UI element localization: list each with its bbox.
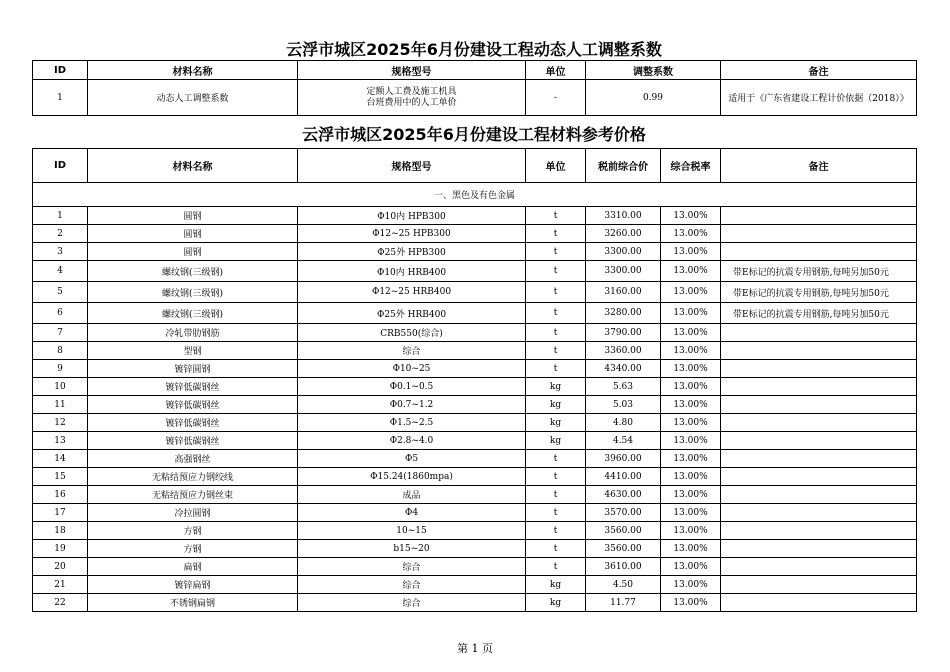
table-row (33, 207, 917, 225)
cell-spec: 综合 (298, 576, 526, 594)
cell-note (721, 324, 917, 342)
cell-unit: t (526, 324, 586, 342)
table-row (33, 225, 917, 243)
cell-tax: 13.00% (661, 303, 721, 324)
cell-spec: Φ10内 HRB400 (298, 261, 526, 282)
cell-price: 4.80 (586, 414, 661, 432)
table-row (33, 282, 917, 303)
cell-name: 冷轧带肋钢筋 (88, 324, 298, 342)
cell-unit: - (526, 80, 586, 116)
cell-name: 圆钢 (88, 207, 298, 225)
cell-unit: t (526, 342, 586, 360)
cell-id: 2 (33, 225, 88, 243)
cell-price: 4410.00 (586, 468, 661, 486)
cell-unit: kg (526, 396, 586, 414)
cell-id: 17 (33, 504, 88, 522)
labor-coefficient-table (32, 60, 917, 116)
page-number: 第 1 页 (457, 642, 493, 655)
cell-tax: 13.00% (661, 432, 721, 450)
cell-tax: 13.00% (661, 594, 721, 612)
cell-note (721, 432, 917, 450)
table-row (33, 243, 917, 261)
cell-price: 3300.00 (586, 261, 661, 282)
cell-note (721, 504, 917, 522)
cell-note (721, 243, 917, 261)
header-name: 材料名称 (88, 149, 298, 183)
cell-name: 动态人工调整系数 (88, 80, 298, 116)
table-row (33, 522, 917, 540)
header-spec: 规格型号 (298, 61, 526, 80)
cell-spec: 10~15 (298, 522, 526, 540)
cell-note (721, 558, 917, 576)
cell-name: 镀锌低碳钢丝 (88, 396, 298, 414)
cell-id: 6 (33, 303, 88, 324)
table-row (33, 558, 917, 576)
cell-tax: 13.00% (661, 261, 721, 282)
cell-note: 带E标记的抗震专用钢筋,每吨另加50元 (721, 261, 917, 282)
header-spec: 规格型号 (298, 149, 526, 183)
cell-unit: kg (526, 576, 586, 594)
table-row (33, 576, 917, 594)
cell-price: 3260.00 (586, 225, 661, 243)
table-row (33, 360, 917, 378)
cell-name: 镀锌低碳钢丝 (88, 414, 298, 432)
cell-name: 无粘结预应力钢丝束 (88, 486, 298, 504)
header-id: ID (33, 149, 88, 183)
cell-id: 15 (33, 468, 88, 486)
cell-price: 3300.00 (586, 243, 661, 261)
cell-id: 8 (33, 342, 88, 360)
header-unit: 单位 (526, 61, 586, 80)
cell-price: 3570.00 (586, 504, 661, 522)
table-row (33, 486, 917, 504)
cell-unit: t (526, 303, 586, 324)
cell-name: 方钢 (88, 540, 298, 558)
cell-tax: 13.00% (661, 558, 721, 576)
cell-spec: Φ4 (298, 504, 526, 522)
materials-price-table (32, 148, 917, 612)
cell-unit: kg (526, 432, 586, 450)
cell-price: 4.54 (586, 432, 661, 450)
cell-price: 3310.00 (586, 207, 661, 225)
cell-spec: 成品 (298, 486, 526, 504)
cell-spec: 综合 (298, 342, 526, 360)
cell-tax: 13.00% (661, 342, 721, 360)
cell-tax: 13.00% (661, 486, 721, 504)
cell-price: 5.03 (586, 396, 661, 414)
cell-note (721, 225, 917, 243)
cell-name: 镀锌圆钢 (88, 360, 298, 378)
table-row (33, 378, 917, 396)
cell-tax: 13.00% (661, 360, 721, 378)
header-name: 材料名称 (88, 61, 298, 80)
cell-id: 22 (33, 594, 88, 612)
cell-note (721, 360, 917, 378)
section-title: 一、黑色及有色金属 (33, 183, 917, 207)
cell-unit: kg (526, 378, 586, 396)
materials-table-title: 云浮市城区2025年6月份建设工程材料参考价格 (302, 125, 646, 144)
cell-unit: t (526, 504, 586, 522)
cell-unit: t (526, 360, 586, 378)
cell-price: 3610.00 (586, 558, 661, 576)
cell-unit: kg (526, 594, 586, 612)
cell-name: 不锈钢扁钢 (88, 594, 298, 612)
cell-unit: t (526, 558, 586, 576)
cell-unit: t (526, 243, 586, 261)
table-row (33, 396, 917, 414)
section-row (33, 183, 917, 207)
cell-name: 螺纹钢(三级钢) (88, 261, 298, 282)
cell-spec: Φ12~25 HPB300 (298, 225, 526, 243)
cell-price: 4340.00 (586, 360, 661, 378)
cell-tax: 13.00% (661, 504, 721, 522)
cell-unit: t (526, 225, 586, 243)
header-coef: 调整系数 (586, 61, 721, 80)
table-row (33, 261, 917, 282)
cell-unit: t (526, 486, 586, 504)
cell-price: 4630.00 (586, 486, 661, 504)
table-row (33, 414, 917, 432)
table-row (33, 450, 917, 468)
cell-note: 带E标记的抗震专用钢筋,每吨另加50元 (721, 303, 917, 324)
cell-tax: 13.00% (661, 243, 721, 261)
cell-id: 13 (33, 432, 88, 450)
header-price: 税前综合价 (586, 149, 661, 183)
cell-spec: 综合 (298, 558, 526, 576)
materials-header-row (33, 149, 917, 183)
cell-id: 9 (33, 360, 88, 378)
cell-spec: Φ25外 HRB400 (298, 303, 526, 324)
cell-name: 镀锌低碳钢丝 (88, 378, 298, 396)
cell-spec: Φ1.5~2.5 (298, 414, 526, 432)
cell-spec (298, 80, 526, 116)
cell-name: 无粘结预应力钢绞线 (88, 468, 298, 486)
cell-name: 高强钢丝 (88, 450, 298, 468)
cell-price: 3160.00 (586, 282, 661, 303)
cell-unit: kg (526, 414, 586, 432)
cell-note (721, 450, 917, 468)
cell-spec: Φ15.24(1860mpa) (298, 468, 526, 486)
cell-spec: Φ0.7~1.2 (298, 396, 526, 414)
cell-spec: CRB550(综合) (298, 324, 526, 342)
cell-tax: 13.00% (661, 522, 721, 540)
cell-spec: Φ10~25 (298, 360, 526, 378)
header-unit: 单位 (526, 149, 586, 183)
cell-spec: b15~20 (298, 540, 526, 558)
cell-price: 3360.00 (586, 342, 661, 360)
cell-coef: 0.99 (586, 80, 721, 116)
cell-tax: 13.00% (661, 450, 721, 468)
cell-price: 3560.00 (586, 540, 661, 558)
cell-tax: 13.00% (661, 468, 721, 486)
cell-id: 5 (33, 282, 88, 303)
cell-name: 螺纹钢(三级钢) (88, 282, 298, 303)
cell-tax: 13.00% (661, 225, 721, 243)
cell-note (721, 540, 917, 558)
cell-spec-line1: 定额人工费及施工机具 (366, 86, 457, 97)
cell-note (721, 207, 917, 225)
table-row (33, 540, 917, 558)
cell-id: 20 (33, 558, 88, 576)
cell-id: 3 (33, 243, 88, 261)
table-row (33, 303, 917, 324)
cell-id: 10 (33, 378, 88, 396)
cell-id: 7 (33, 324, 88, 342)
cell-note (721, 414, 917, 432)
cell-id: 12 (33, 414, 88, 432)
cell-id: 1 (33, 80, 88, 116)
cell-tax: 13.00% (661, 540, 721, 558)
cell-note (721, 576, 917, 594)
labor-table-title: 云浮市城区2025年6月份建设工程动态人工调整系数 (286, 40, 662, 59)
header-id: ID (33, 61, 88, 80)
cell-name: 镀锌扁钢 (88, 576, 298, 594)
labor-row (33, 80, 917, 116)
cell-tax: 13.00% (661, 207, 721, 225)
cell-tax: 13.00% (661, 576, 721, 594)
labor-header-row (33, 61, 917, 80)
cell-id: 14 (33, 450, 88, 468)
cell-name: 圆钢 (88, 225, 298, 243)
cell-tax: 13.00% (661, 396, 721, 414)
cell-unit: t (526, 207, 586, 225)
table-row (33, 432, 917, 450)
cell-spec: Φ25外 HPB300 (298, 243, 526, 261)
cell-name: 方钢 (88, 522, 298, 540)
cell-spec: Φ10内 HPB300 (298, 207, 526, 225)
header-note: 备注 (721, 61, 917, 80)
cell-spec: Φ5 (298, 450, 526, 468)
cell-tax: 13.00% (661, 378, 721, 396)
cell-id: 19 (33, 540, 88, 558)
cell-note: 适用于《广东省建设工程计价依据（2018）》 (721, 80, 917, 116)
cell-spec: 综合 (298, 594, 526, 612)
cell-tax: 13.00% (661, 324, 721, 342)
cell-unit: t (526, 522, 586, 540)
cell-id: 11 (33, 396, 88, 414)
table-row (33, 324, 917, 342)
cell-note (721, 396, 917, 414)
cell-name: 扁钢 (88, 558, 298, 576)
cell-name: 冷拉圆钢 (88, 504, 298, 522)
cell-name: 圆钢 (88, 243, 298, 261)
header-note: 备注 (721, 149, 917, 183)
cell-id: 1 (33, 207, 88, 225)
table-row (33, 504, 917, 522)
cell-note (721, 486, 917, 504)
cell-price: 3560.00 (586, 522, 661, 540)
cell-unit: t (526, 282, 586, 303)
table-row (33, 342, 917, 360)
cell-price: 11.77 (586, 594, 661, 612)
cell-name: 型钢 (88, 342, 298, 360)
cell-unit: t (526, 540, 586, 558)
cell-id: 21 (33, 576, 88, 594)
cell-unit: t (526, 468, 586, 486)
cell-spec-line2: 台班费用中的人工单价 (366, 97, 457, 108)
cell-id: 18 (33, 522, 88, 540)
cell-id: 16 (33, 486, 88, 504)
cell-spec: Φ0.1~0.5 (298, 378, 526, 396)
header-tax: 综合税率 (661, 149, 721, 183)
cell-id: 4 (33, 261, 88, 282)
table-row (33, 468, 917, 486)
cell-note (721, 468, 917, 486)
table-row (33, 594, 917, 612)
cell-price: 5.63 (586, 378, 661, 396)
cell-tax: 13.00% (661, 282, 721, 303)
cell-price: 4.50 (586, 576, 661, 594)
cell-unit: t (526, 261, 586, 282)
cell-note (721, 594, 917, 612)
cell-tax: 13.00% (661, 414, 721, 432)
cell-unit: t (526, 450, 586, 468)
cell-note (721, 378, 917, 396)
cell-price: 3960.00 (586, 450, 661, 468)
cell-note: 带E标记的抗震专用钢筋,每吨另加50元 (721, 282, 917, 303)
cell-name: 螺纹钢(三级钢) (88, 303, 298, 324)
cell-note (721, 522, 917, 540)
cell-price: 3280.00 (586, 303, 661, 324)
cell-name: 镀锌低碳钢丝 (88, 432, 298, 450)
cell-price: 3790.00 (586, 324, 661, 342)
cell-spec: Φ2.8~4.0 (298, 432, 526, 450)
cell-note (721, 342, 917, 360)
cell-spec: Φ12~25 HRB400 (298, 282, 526, 303)
